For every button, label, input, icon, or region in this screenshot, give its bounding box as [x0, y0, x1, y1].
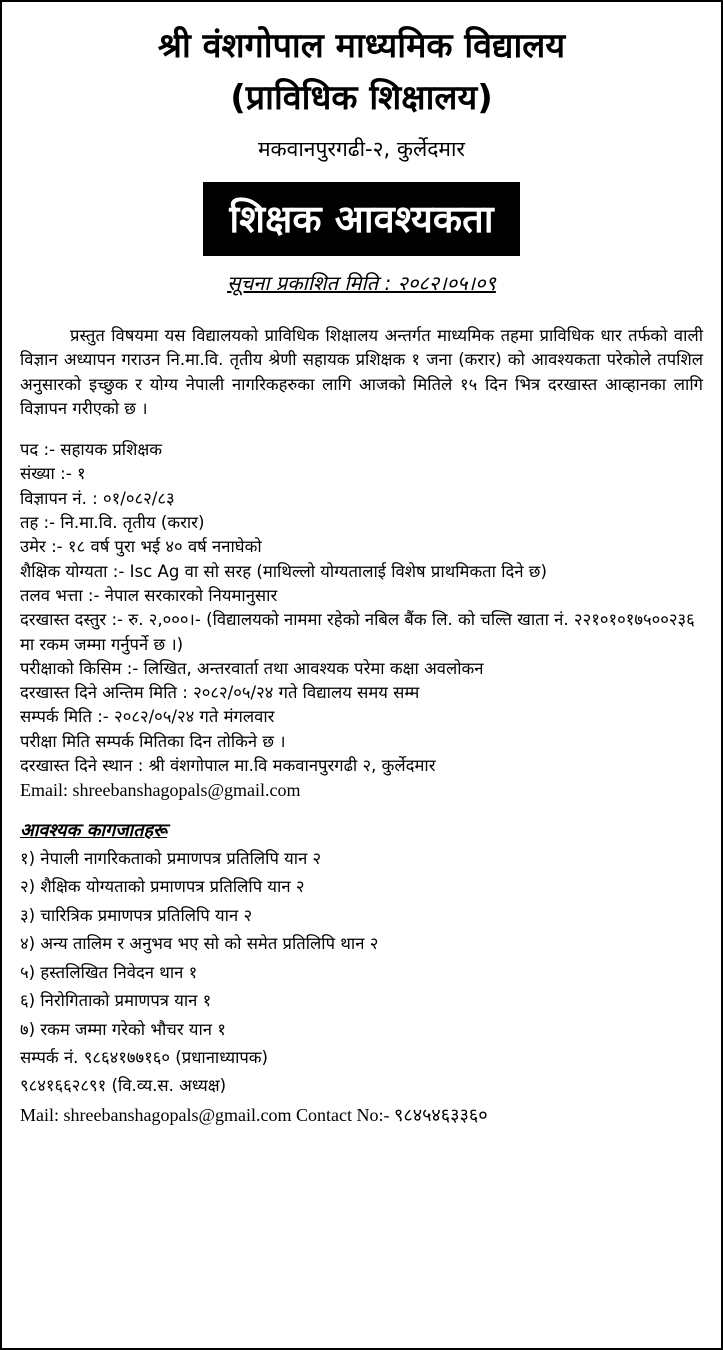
- document-item: ६) निरोगिताको प्रमाणपत्र यान १: [20, 991, 212, 1011]
- footer-contact: Mail: shreebanshagopals@gmail.com Contact No:- ९८४५४६३३६०: [20, 1105, 488, 1126]
- documents-list: [20, 845, 703, 1045]
- detail-email: Email: shreebanshagopals@gmail.com: [20, 780, 301, 801]
- notice-banner: शिक्षक आवश्यकता: [203, 182, 519, 256]
- detail-last-date: दरखास्त दिने अन्तिम मिति : २०८२/०५/२४ गते विद्यालय समय सम्म: [20, 683, 420, 703]
- details-list: [20, 438, 703, 802]
- notice-date: सूचना प्रकाशित मिति : २०८२।०५।०९: [227, 271, 496, 295]
- detail-post: पद :- सहायक प्रशिक्षक: [20, 440, 162, 460]
- document-item: ७) रकम जम्मा गरेको भौचर यान १: [20, 1019, 226, 1039]
- detail-count: संख्या :- १: [20, 464, 86, 484]
- detail-salary: तलव भत्ता :- नेपाल सरकारको नियमानुसार: [20, 585, 278, 605]
- notice-body: [20, 324, 703, 1130]
- detail-ad-number: विज्ञापन नं. : ०१/०८२/८३: [20, 488, 175, 508]
- document-item: २) शैक्षिक योग्यताको प्रमाणपत्र प्रतिलिपि यान २: [20, 877, 305, 897]
- school-name: श्री वंशगोपाल माध्यमिक विद्यालय: [157, 26, 566, 66]
- detail-exam-date: परीक्षा मिति सम्पर्क मितिका दिन तोकिने छ ।: [20, 731, 286, 751]
- detail-fee: दरखास्त दस्तुर :- रु. २,०००।- (विद्यालयको नाममा रहेको नबिल बैंक लि. को चल्ति खाता नं. २२१०१०१७५००२३६ मा रकम जम्मा गर्नुपर्ने छ ।): [20, 610, 695, 654]
- school-subtitle: (प्राविधिक शिक्षालय): [230, 78, 493, 118]
- detail-age: उमेर :- १८ वर्ष पुरा भई ४० वर्ष ननाघेको: [20, 537, 262, 557]
- detail-qualification: शैक्षिक योग्यता :- Isc Ag वा सो सरह (माथिल्लो योग्यतालाई विशेष प्राथमिकता दिने छ): [20, 561, 547, 581]
- detail-contact-date: सम्पर्क मिति :- २०८२/०५/२४ गते मंगलवार: [20, 707, 275, 727]
- contact-smc-chair: ९८४१६६२८९१ (वि.व्य.स. अध्यक्ष): [20, 1076, 227, 1096]
- document-item: ४) अन्य तालिम र अनुभव भए सो को समेत प्रतिलिपि थान २: [20, 934, 379, 954]
- banner-container: [2, 182, 721, 256]
- document-item: ३) चारित्रिक प्रमाणपत्र प्रतिलिपि यान २: [20, 905, 253, 925]
- contact-principal: सम्पर्क नं. ९८६४१७७१६० (प्रधानाध्यापक): [20, 1048, 269, 1068]
- school-address: मकवानपुरगढी-२, कुर्लेदमार: [257, 137, 465, 161]
- document-item: ५) हस्तलिखित निवेदन थान १: [20, 962, 198, 982]
- detail-exam-type: परीक्षाको किसिम :- लिखित, अन्तरवार्ता तथा आवश्यक परेमा कक्षा अवलोकन: [20, 658, 484, 678]
- document-item: १) नेपाली नागरिकताको प्रमाणपत्र प्रतिलिपि यान २: [20, 848, 322, 868]
- documents-heading: आवश्यक कागजातहरू: [20, 819, 168, 841]
- intro-paragraph: प्रस्तुत विषयमा यस विद्यालयको प्राविधिक शिक्षालय अन्तर्गत माध्यमिक तहमा प्राविधिक धार तर्फको वाली विज्ञान अध्यापन गराउन नि.मा.वि. तृतीय श्रेणी सहायक प्रशिक्षक १ जना (करार) को आवश्यकता परेकोले तपशिल अनुसारको इच्छुक र योग्य नेपाली नागरिकहरुका लागि आजको मितिले १५ दिन भित्र दरखास्त आव्हानका लागि विज्ञापन गरीएको छ ।: [20, 326, 703, 418]
- detail-level: तह :- नि.मा.वि. तृतीय (करार): [20, 513, 205, 533]
- detail-venue: दरखास्त दिने स्थान : श्री वंशगोपाल मा.वि मकवानपुरगढी २, कुर्लेदमार: [20, 756, 436, 776]
